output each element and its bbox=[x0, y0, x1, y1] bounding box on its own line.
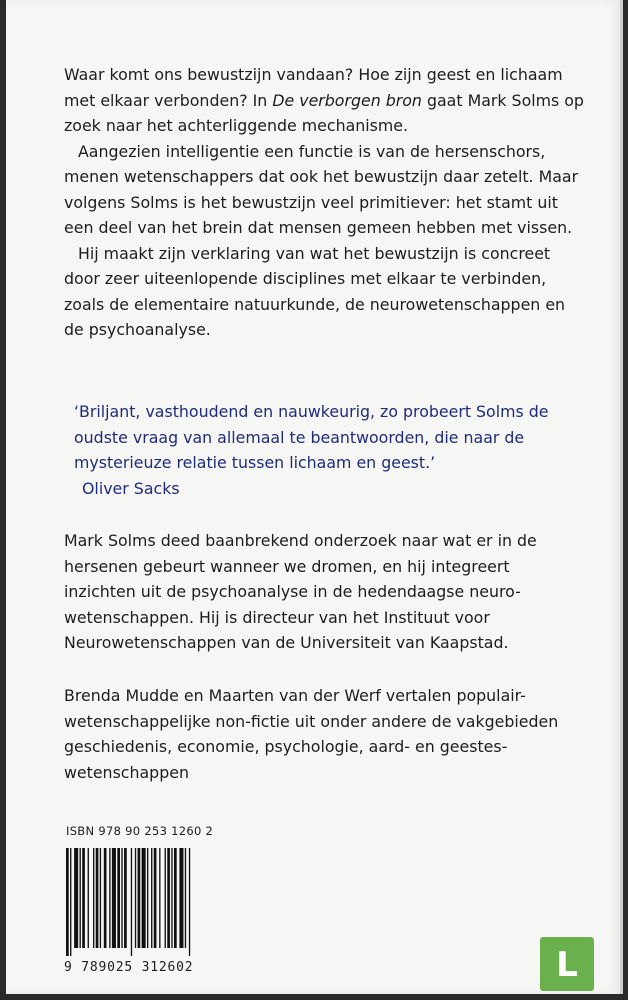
book-back-cover bbox=[6, 0, 623, 994]
intro-paragraph-1: Waar komt ons bewustzijn vandaan? Hoe zijn geest en lichaam met elkaar verbonden? In De verborgen bron gaat Mark Solms op zoek naar het achterliggende mechanisme. bbox=[64, 65, 584, 135]
quote-author: Oliver Sacks bbox=[82, 478, 180, 498]
review-quote bbox=[74, 399, 594, 501]
svg-text:L: L bbox=[556, 945, 578, 985]
quote-text: ‘Briljant, vasthoudend en nauwkeurig, zo probeert Solms de oudste vraag van allemaal te beantwoorden, die naar de mysterieuze relatie tussen lichaam en geest.’ bbox=[74, 402, 549, 472]
intro-paragraph-3: Hij maakt zijn verklaring van wat het bewustzijn is concreet door zeer uiteenlopende disciplines met elkaar te verbinden, zoals de elementaire natuurkunde, de neurowetenschappen en de psychoanalyse. bbox=[64, 243, 566, 339]
barcode-digits: 9 789025 312602 bbox=[64, 960, 194, 975]
isbn-label: ISBN 978 90 253 1260 2 bbox=[66, 824, 214, 838]
translators-bio: Brenda Mudde en Maarten van der Werf vertalen populair-wetenschappelijke non-fictie uit onder andere de vakgebieden geschiedenis, economie, psychologie, aard- en geestes-wetenschappen bbox=[64, 686, 559, 782]
author-bio: Mark Solms deed baanbrekend onderzoek naar wat er in de hersenen gebeurt wanneer we dromen, en hij integreert inzichten uit de psychoanalyse in de hedendaagse neuro-wetenschappen. Hij is directeur van het Instituut voor Neurowetenschappen van de Universiteit van Kaapstad. bbox=[64, 531, 537, 652]
blurb-intro bbox=[64, 62, 584, 343]
library-logo-icon bbox=[540, 937, 594, 991]
barcode bbox=[64, 848, 236, 956]
intro-paragraph-2: Aangezien intelligentie een functie is van de hersenschors, menen wetenschappers dat ook het bewustzijn daar zetelt. Maar volgens Solms is het bewustzijn veel primitiever: het stamt uit een deel van het brein dat mensen gemeen hebben met vissen. bbox=[64, 141, 579, 237]
book-title-italic: De verborgen bron bbox=[272, 90, 422, 110]
